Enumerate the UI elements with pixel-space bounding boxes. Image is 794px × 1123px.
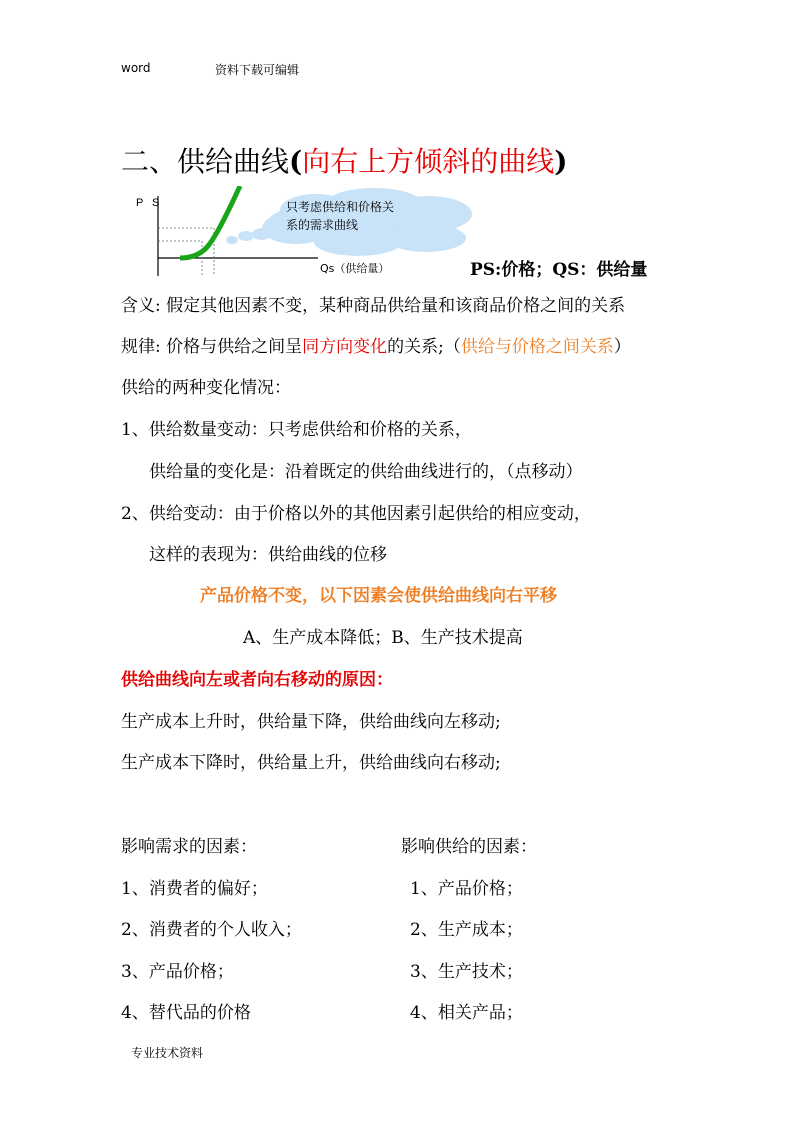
center-orange-note: 产品价格不变，以下因素会使供给曲线向右平移 — [200, 586, 557, 606]
center-factors: A、生产成本降低；B、生产技术提高 — [243, 628, 523, 648]
demand-factor-item: 2、消费者的个人收入； — [121, 920, 302, 940]
cloud-text-line1: 只考虑供给和价格关 — [286, 200, 395, 214]
demand-factors-title: 影响需求的因素： — [121, 837, 257, 857]
rule-orange: 供给与价格之间关系 — [460, 337, 614, 357]
title-paren-open: ( — [289, 145, 303, 178]
curve-s-label: S — [152, 197, 160, 209]
footer-text: 专业技术资料 — [131, 1046, 204, 1060]
rule-line — [121, 335, 631, 359]
demand-factor-item: 3、产品价格； — [121, 962, 234, 982]
rule-prefix: 规律: 价格与供给之间呈 — [121, 337, 303, 357]
page-title — [121, 144, 568, 180]
supply-curve-graph — [128, 186, 478, 278]
cloud-text-line2: 系的需求曲线 — [286, 218, 359, 232]
rule-middle: 的关系;（ — [387, 337, 461, 357]
rule-suffix: ） — [613, 337, 631, 357]
shift-left-line: 生产成本上升时，供给量下降，供给曲线向左移动; — [121, 712, 501, 732]
definition-line: 含义: 假定其他因素不变，某种商品供给量和该商品价格之间的关系 — [121, 296, 626, 316]
legend-ps-qs: PS:价格；QS：供给量 — [470, 260, 648, 280]
shift-right-line: 生产成本下降时，供给量上升，供给曲线向右移动; — [121, 753, 501, 773]
title-plain: 二、供给曲线 — [121, 145, 290, 178]
demand-factor-item: 1、消费者的偏好； — [121, 879, 268, 899]
header-right: 资料下载可编辑 — [215, 63, 300, 77]
shift-reason-heading: 供给曲线向左或者向右移动的原因： — [121, 670, 393, 690]
axis-p-label: P — [136, 197, 144, 209]
title-paren-close: ) — [554, 145, 568, 178]
two-changes-heading: 供给的两种变化情况： — [121, 378, 291, 398]
supply-factors-title: 影响供给的因素： — [401, 837, 537, 857]
supply-factor-item: 2、生产成本； — [410, 920, 523, 940]
item1-line: 1、供给数量变动：只考虑供给和价格的关系， — [121, 420, 472, 440]
title-red: 向右上方倾斜的曲线 — [302, 145, 555, 178]
supply-factor-item: 3、生产技术； — [410, 962, 523, 982]
item1-detail: 供给量的变化是：沿着既定的供给曲线进行的，（点移动） — [149, 462, 583, 482]
supply-factor-item: 1、产品价格； — [410, 879, 523, 899]
demand-factor-item: 4、替代品的价格 — [121, 1003, 251, 1023]
supply-curve-line — [180, 186, 240, 258]
axis-x-label: Qs（供给量） — [320, 262, 390, 275]
supply-factor-item: 4、相关产品； — [410, 1003, 523, 1023]
header-left: word — [121, 61, 151, 75]
item2-line: 2、供给变动：由于价格以外的其他因素引起供给的相应变动， — [121, 504, 591, 524]
rule-red: 同方向变化 — [302, 337, 388, 357]
item2-detail: 这样的表现为：供给曲线的位移 — [149, 545, 387, 565]
